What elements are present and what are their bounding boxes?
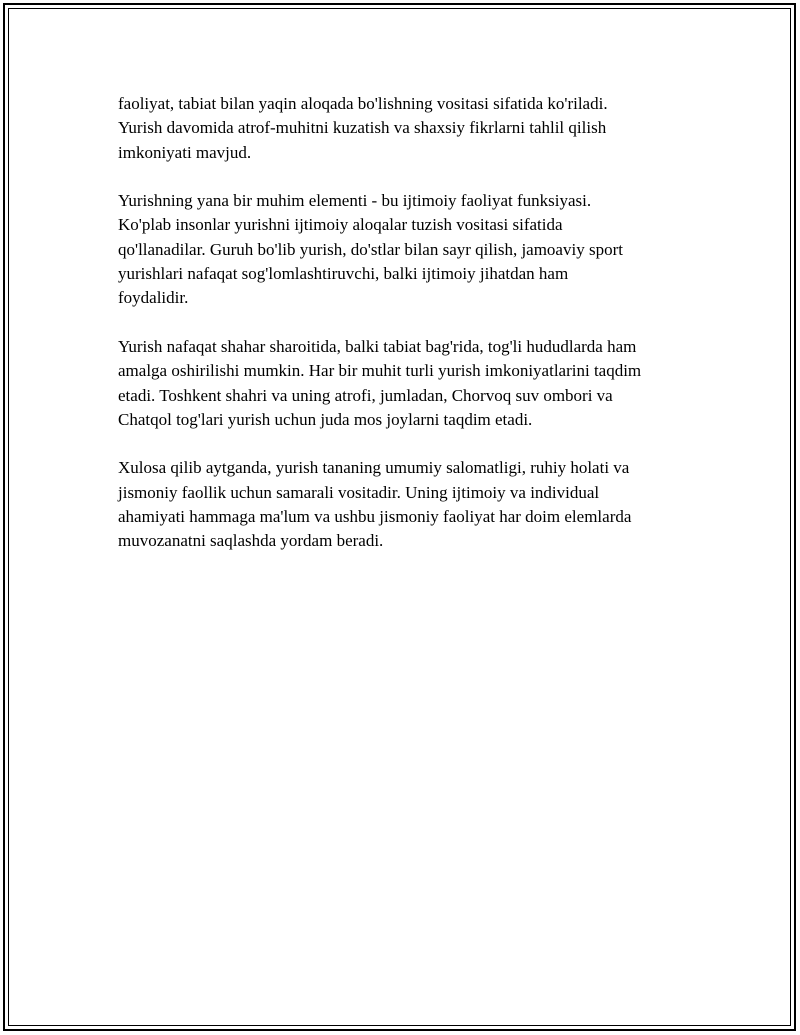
paragraph-1: faoliyat, tabiat bilan yaqin aloqada bo'lishning vositasi sifatida ko'riladi. Yurish davomida atrof-muhitni kuzatish va shaxsiy fikrlarni tahlil qilish imkoniyati mavjud. [118, 94, 608, 162]
paragraph-3: Yurish nafaqat shahar sharoitida, balki tabiat bag'rida, tog'li hududlarda ham amalga oshirilishi mumkin. Har bir muhit turli yurish imkoniyatlarini taqdim etadi. Toshkent shahri va uning atrofi, jumladan, Chorvoq suv ombori va Chatqol tog'lari yurish uchun juda mos joylarni taqdim etadi. [118, 336, 642, 429]
document-body [118, 92, 688, 578]
paragraph-2: Yurishning yana bir muhim elementi - bu ijtimoiy faoliyat funksiyasi. Ko'plab insonlar yurishni ijtimoiy aloqalar tuzish vositasi sifatida qo'llanadilar. Guruh bo'lib yurish, do'stlar bilan sayr qilish, jamoaviy sport yurishlari nafaqat sog'lomlashtiruvchi, balki ijtimoiy jihatdan ham foydalidir. [118, 191, 623, 308]
paragraph-4: Xulosa qilib aytganda, yurish tananing umumiy salomatligi, ruhiy holati va jismoniy faollik uchun samarali vositadir. Uning ijtimoiy va individual ahamiyati hammaga ma'lum va ushbu jismoniy faoliyat har doim elemlarda muvozanatni saqlashda yordam beradi. [118, 458, 632, 551]
